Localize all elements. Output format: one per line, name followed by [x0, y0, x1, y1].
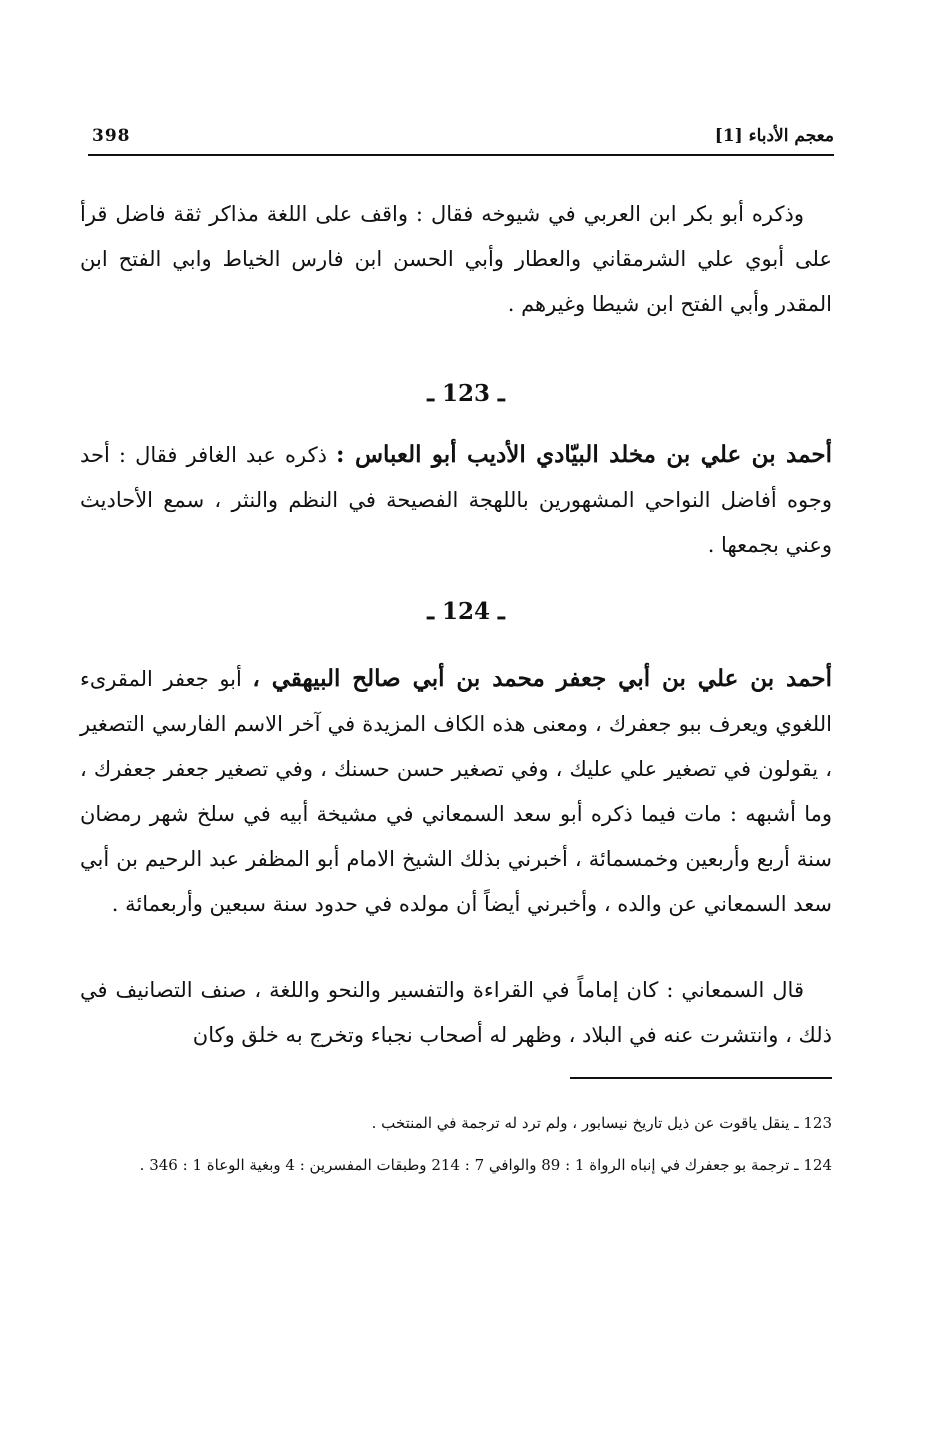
entry-number-124: ـ 124 ـ	[427, 598, 505, 625]
entry-123-paragraph	[80, 432, 832, 568]
page-number: 398	[92, 126, 131, 146]
entry-124-paragraph	[80, 656, 832, 927]
running-header	[88, 122, 834, 154]
footnote-rule	[570, 1077, 832, 1079]
footnote-124: 124 ـ ترجمة بو جعفرك في إنباه الرواة 1 : 89 والوافي 7 : 214 وطبقات المفسرين : 4 وبغية الوعاة 1 : 346 .	[139, 1156, 832, 1174]
entry-124-text: أبو جعفر المقرىء اللغوي ويعرف ببو جعفرك ، ومعنى هذه الكاف المزيدة في آخر الاسم الفارسي التصغير ، يقولون في تصغير علي عليك ، وفي تصغير حسن حسنك ، وفي تصغير جعفر جعفرك ، وما أشبهه : مات فيما ذكره أبو سعد السمعاني في مشيخة أبيه في سلخ شهر رمضان سنة أربع وأربعين وخمسمائة ، أخبرني بذلك الشيخ الامام أبو المظفر عبد الرحيم بن أبي سعد السمعاني عن والده ، وأخبرني أيضاً أن مولده في حدود سنة سبعين وأربعمائة .	[80, 667, 833, 916]
entry-number-123: ـ 123 ـ	[427, 380, 505, 407]
entry-124-name: أحمد بن علي بن أبي جعفر محمد بن أبي صالح البيهقي ،	[252, 665, 832, 692]
book-title: معجم الأدباء [1]	[714, 126, 834, 146]
footnote-123: 123 ـ ينقل ياقوت عن ذيل تاريخ نيسابور ، ولم ترد له ترجمة في المنتخب .	[371, 1114, 832, 1132]
header-rule	[88, 154, 834, 156]
intro-paragraph: وذكره أبو بكر ابن العربي في شيوخه فقال : واقف على اللغة مذاكر ثقة فاضل قرأ على أبوي علي الشرمقاني والعطار وأبي الحسن ابن فارس الخياط وابي الفتح ابن المقدر وأبي الفتح ابن شيطا وغيرهم .	[80, 202, 832, 316]
entry-124-continuation: قال السمعاني : كان إماماً في القراءة والتفسير والنحو واللغة ، صنف التصانيف في ذلك ، وانتشرت عنه في البلاد ، وظهر له أصحاب نجباء وتخرج به خلق وكان	[80, 978, 832, 1047]
entry-123-name: أحمد بن علي بن مخلد البيّادي الأديب أبو العباس :	[336, 441, 832, 468]
entry-123-text: ذكره عبد الغافر فقال : أحد وجوه أفاضل النواحي المشهورين باللهجة الفصيحة في النظم والنثر ، سمع الأحاديث وعني بجمعها .	[80, 443, 832, 557]
